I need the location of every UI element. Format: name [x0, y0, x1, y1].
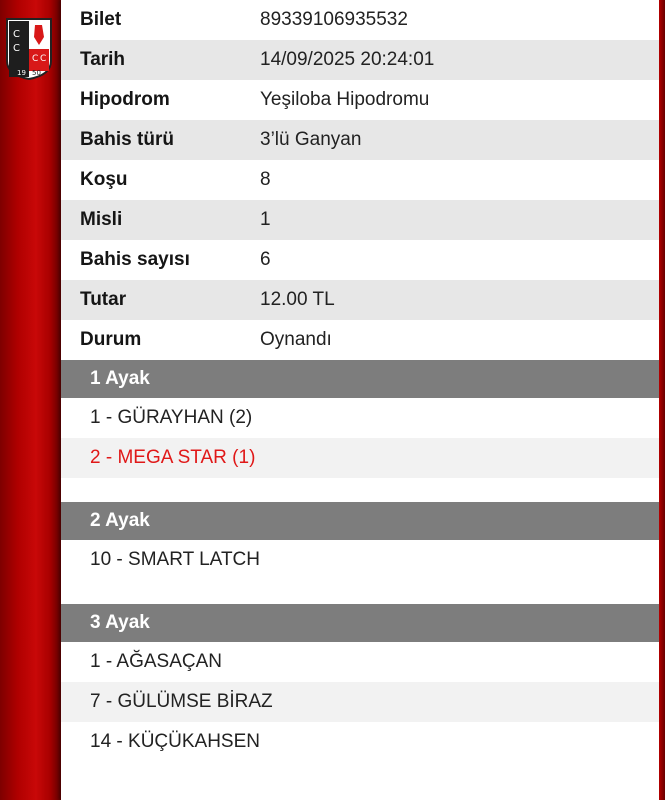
- info-value: 1: [260, 209, 271, 230]
- info-label: Durum: [80, 329, 142, 350]
- info-value: Oynandı: [260, 329, 332, 350]
- info-value: 89339106935532: [260, 9, 408, 30]
- info-label: Bahis türü: [80, 129, 174, 150]
- leg-spacer: [61, 478, 659, 502]
- svg-text:C: C: [32, 54, 39, 64]
- logo-year-right: 50: [32, 69, 41, 77]
- leg-header-3: 3 Ayak: [61, 604, 659, 642]
- svg-text:C: C: [40, 54, 47, 64]
- info-row-bahis-turu: [61, 120, 659, 160]
- info-row-misli: [61, 200, 659, 240]
- leg-header-2: 2 Ayak: [61, 502, 659, 540]
- info-label: Bilet: [80, 9, 122, 30]
- info-row-bilet: [61, 0, 659, 40]
- leg-spacer: [61, 580, 659, 604]
- info-value: 6: [260, 249, 271, 270]
- logo-year-left: 19: [17, 69, 26, 77]
- info-row-hipodrom: [61, 80, 659, 120]
- info-label: Bahis sayısı: [80, 249, 190, 270]
- info-row-durum: [61, 320, 659, 360]
- club-crest-icon: [4, 15, 54, 81]
- svg-text:C: C: [13, 29, 20, 40]
- info-label: Hipodrom: [80, 89, 170, 110]
- leg-header-1: 1 Ayak: [61, 360, 659, 398]
- left-brand-bar: [0, 0, 61, 800]
- leg-3-horse: 1 - AĞASAÇAN: [90, 651, 222, 672]
- info-value: 14/09/2025 20:24:01: [260, 49, 435, 70]
- info-label: Misli: [80, 209, 123, 230]
- info-row-tarih: [61, 40, 659, 80]
- info-value: 8: [260, 169, 271, 190]
- info-row-tutar: [61, 280, 659, 320]
- info-label: Koşu: [80, 169, 128, 190]
- ticket-detail-panel: [61, 0, 659, 800]
- leg-1-horse: 1 - GÜRAYHAN (2): [90, 407, 253, 428]
- leg-1-horse-winner: 2 - MEGA STAR (1): [61, 438, 659, 478]
- info-row-bahis-sayisi: [61, 240, 659, 280]
- info-value: 3’lü Ganyan: [260, 129, 362, 150]
- right-brand-edge: [659, 0, 665, 800]
- info-row-kosu: [61, 160, 659, 200]
- leg-3-horse: 7 - GÜLÜMSE BİRAZ: [61, 682, 659, 722]
- svg-text:C: C: [13, 43, 20, 54]
- info-value: Yeşiloba Hipodromu: [260, 89, 430, 110]
- info-label: Tarih: [80, 49, 126, 70]
- leg-3-horse: 14 - KÜÇÜKAHSEN: [90, 731, 260, 752]
- leg-2-horse: 10 - SMART LATCH: [90, 549, 260, 570]
- info-label: Tutar: [80, 289, 127, 310]
- info-value: 12.00 TL: [260, 289, 335, 310]
